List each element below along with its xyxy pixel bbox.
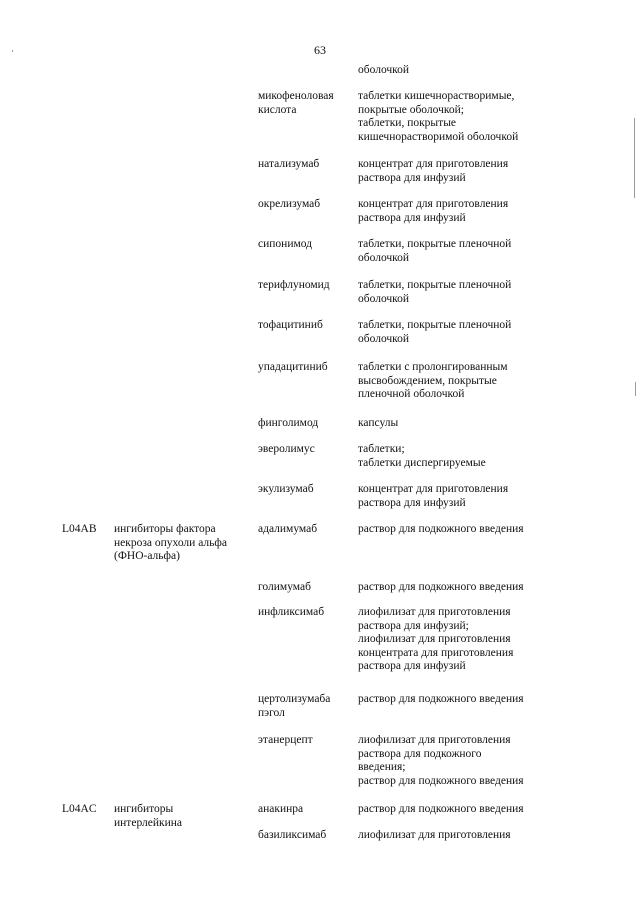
dosage-forms-line: раствор для подкожного введения (358, 581, 524, 593)
dosage-forms-line: раствора для инфузий (358, 660, 466, 673)
dosage-forms-line: таблетки кишечнорастворимые, (358, 90, 515, 102)
dosage-forms-line: оболочкой (358, 292, 410, 305)
scan-mark (12, 50, 13, 52)
atc-group-name (114, 803, 256, 830)
page-number: 63 (314, 43, 326, 57)
dosage-forms-line: раствора для инфузий; (358, 619, 469, 632)
drug-name-line: голимумаб (258, 581, 311, 593)
dosage-forms (358, 361, 548, 402)
dosage-forms-line: лиофилизат для приготовления (358, 606, 511, 618)
drug-name-line: инфликсимаб (258, 606, 325, 618)
drug-name-line: тофацитиниб (258, 319, 323, 331)
dosage-forms (358, 581, 548, 595)
drug-name (258, 319, 354, 333)
dosage-forms-line: оболочкой (358, 251, 410, 264)
drug-name-line: микофеноловая (258, 90, 334, 102)
dosage-forms-line: покрытые оболочкой; (358, 103, 464, 116)
dosage-forms (358, 523, 548, 537)
dosage-forms (358, 606, 548, 674)
drug-name (258, 158, 354, 172)
drug-name-line: эверолимус (258, 443, 315, 455)
drug-name (258, 581, 354, 595)
dosage-forms (358, 198, 548, 225)
drug-name (258, 803, 354, 817)
dosage-forms-line: концентрат для приготовления (358, 198, 509, 210)
dosage-forms (358, 238, 548, 265)
drug-name (258, 198, 354, 212)
drug-name-line: пэгол (258, 706, 285, 719)
atc-group-name-line: интерлейкина (114, 816, 183, 829)
drug-name-line: терифлуномид (258, 279, 330, 291)
dosage-forms-line: таблетки, покрытые пленочной (358, 279, 512, 291)
dosage-forms-line: оболочкой (358, 64, 410, 76)
atc-code: L04AC (62, 803, 97, 815)
dosage-forms-line: таблетки; (358, 443, 405, 455)
scan-mark (635, 382, 636, 396)
drug-name (258, 693, 354, 720)
dosage-forms-line: таблетки диспергируемые (358, 456, 486, 469)
drug-name-line: кислота (258, 103, 297, 116)
dosage-forms (358, 443, 548, 470)
dosage-forms (358, 319, 548, 346)
dosage-forms (358, 803, 548, 817)
dosage-forms-line: раствор для подкожного введения (358, 774, 524, 787)
scan-mark (634, 118, 635, 198)
dosage-forms-line: таблетки, покрытые пленочной (358, 319, 512, 331)
dosage-forms-line: таблетки, покрытые пленочной (358, 238, 512, 250)
dosage-forms (358, 693, 548, 707)
dosage-forms-line: раствора для подкожного (358, 747, 482, 760)
drug-name (258, 238, 354, 252)
drug-name-line: натализумаб (258, 158, 320, 170)
dosage-forms-line: раствора для инфузий (358, 171, 466, 184)
dosage-forms-line: пленочной оболочкой (358, 388, 465, 401)
drug-name (258, 606, 354, 620)
dosage-forms-line: концентрат для приготовления (358, 483, 509, 495)
dosage-forms-line: лиофилизат для приготовления (358, 734, 511, 746)
dosage-forms (358, 417, 548, 431)
drug-name (258, 483, 354, 497)
atc-code: L04AB (62, 523, 97, 535)
atc-group-name-line: некроза опухоли альфа (114, 536, 227, 549)
dosage-forms (358, 64, 548, 78)
dosage-forms-line: капсулы (358, 417, 399, 429)
dosage-forms-line: введения; (358, 761, 406, 774)
drug-name-line: базиликсимаб (258, 829, 327, 841)
drug-name-line: адалимумаб (258, 523, 318, 535)
atc-group-name-line: ингибиторы фактора (114, 523, 216, 535)
atc-group-name-line: (ФНО-альфа) (114, 550, 180, 563)
dosage-forms (358, 158, 548, 185)
dosage-forms-line: кишечнорастворимой оболочкой (358, 130, 519, 143)
drug-name-line: цертолизумаба (258, 693, 331, 705)
drug-name-line: финголимод (258, 417, 319, 429)
dosage-forms-line: оболочкой (358, 332, 410, 345)
dosage-forms (358, 734, 548, 788)
drug-name (258, 734, 354, 748)
dosage-forms-line: раствор для подкожного введения (358, 693, 524, 705)
dosage-forms-line: высвобождением, покрытые (358, 374, 497, 387)
dosage-forms (358, 279, 548, 306)
drug-name (258, 361, 354, 375)
drug-name (258, 829, 354, 843)
dosage-forms-line: лиофилизат для приготовления (358, 829, 511, 841)
drug-name (258, 523, 354, 537)
dosage-forms-line: раствора для инфузий (358, 211, 466, 224)
atc-group-name (114, 523, 256, 564)
drug-name-line: анакинра (258, 803, 304, 815)
dosage-forms-line: концентрат для приготовления (358, 158, 509, 170)
dosage-forms (358, 90, 548, 144)
drug-name-line: сипонимод (258, 238, 313, 250)
dosage-forms (358, 483, 548, 510)
drug-name (258, 279, 354, 293)
drug-name (258, 443, 354, 457)
dosage-forms-line: раствора для инфузий (358, 496, 466, 509)
dosage-forms-line: раствор для подкожного введения (358, 523, 524, 535)
dosage-forms-line: концентрата для приготовления (358, 646, 514, 659)
dosage-forms-line: лиофилизат для приготовления (358, 633, 511, 646)
dosage-forms-line: таблетки с пролонгированным (358, 361, 508, 373)
dosage-forms (358, 829, 548, 843)
drug-name-line: упадацитиниб (258, 361, 328, 373)
drug-name (258, 417, 354, 431)
drug-name-line: этанерцепт (258, 734, 313, 746)
dosage-forms-line: таблетки, покрытые (358, 117, 457, 130)
drug-name (258, 90, 354, 117)
dosage-forms-line: раствор для подкожного введения (358, 803, 524, 815)
drug-name-line: окрелизумаб (258, 198, 321, 210)
atc-group-name-line: ингибиторы (114, 803, 174, 815)
drug-name-line: экулизумаб (258, 483, 314, 495)
